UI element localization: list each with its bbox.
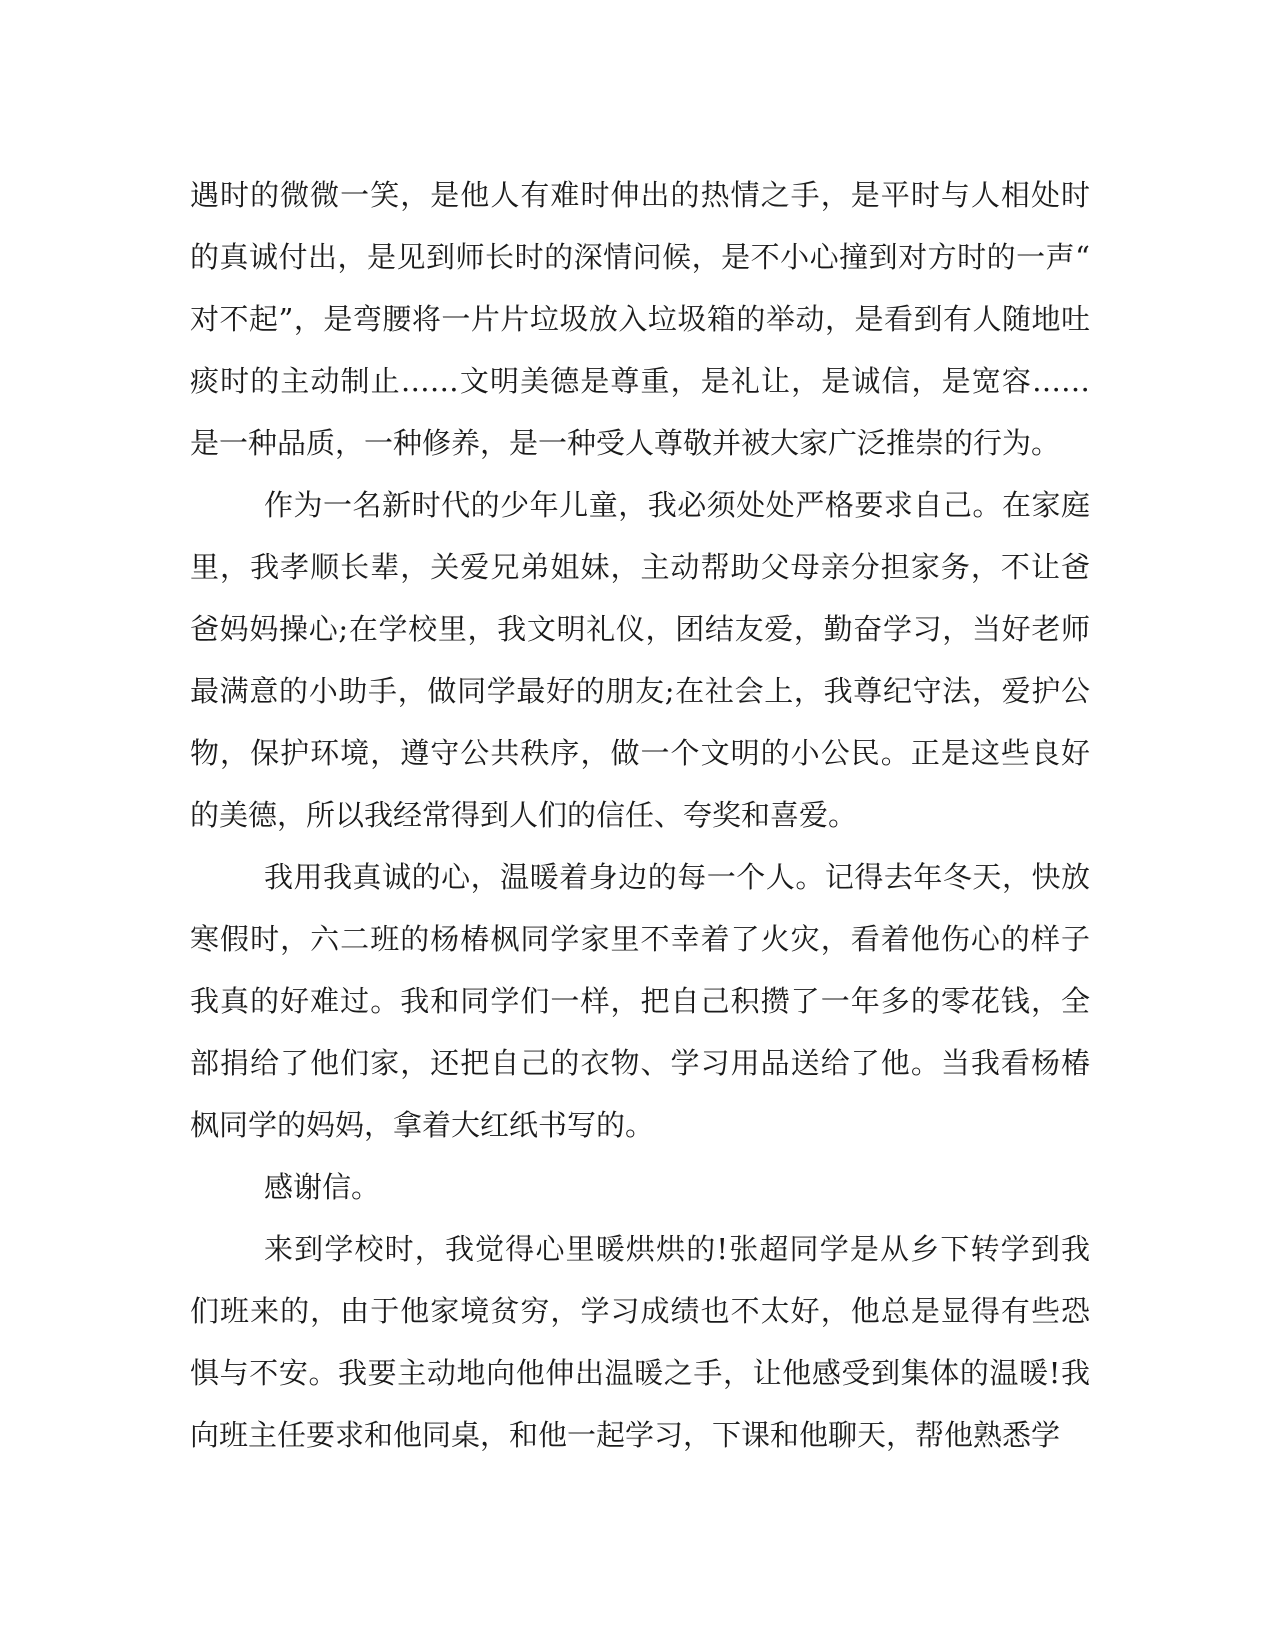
paragraph-line: 里，我孝顺长辈，关爱兄弟姐妹，主动帮助父母亲分担家务，不让爸 xyxy=(190,550,1090,584)
paragraph-line: 对不起”，是弯腰将一片片垃圾放入垃圾箱的举动，是看到有人随地吐 xyxy=(190,302,1090,336)
paragraph-line: 痰时的主动制止……文明美德是尊重，是礼让，是诚信，是宽容…… xyxy=(190,364,1090,398)
paragraph-line: 物，保护环境，遵守公共秩序，做一个文明的小公民。正是这些良好 xyxy=(190,736,1090,770)
paragraph-line: 作为一名新时代的少年儿童，我必须处处严格要求自己。在家庭 xyxy=(264,488,1090,522)
paragraph-line: 最满意的小助手，做同学最好的朋友;在社会上，我尊纪守法，爱护公 xyxy=(190,674,1090,708)
paragraph-line: 我用我真诚的心，温暖着身边的每一个人。记得去年冬天，快放 xyxy=(264,860,1090,894)
paragraph-line: 枫同学的妈妈，拿着大红纸书写的。 xyxy=(190,1108,655,1142)
paragraph-line: 的真诚付出，是见到师长时的深情问候，是不小心撞到对方时的一声“ xyxy=(190,240,1090,274)
paragraph-line: 部捐给了他们家，还把自己的衣物、学习用品送给了他。当我看杨椿 xyxy=(190,1046,1090,1080)
paragraph-line: 们班来的，由于他家境贫穷，学习成绩也不太好，他总是显得有些恐 xyxy=(190,1294,1090,1328)
paragraph-line: 寒假时，六二班的杨椿枫同学家里不幸着了火灾，看着他伤心的样子 xyxy=(190,922,1090,956)
paragraph-line: 向班主任要求和他同桌，和他一起学习，下课和他聊天，帮他熟悉学 xyxy=(190,1418,1061,1452)
paragraph xyxy=(190,1218,1090,1466)
paragraph xyxy=(190,1156,1090,1218)
paragraph-line: 的美德，所以我经常得到人们的信任、夸奖和喜爱。 xyxy=(190,798,858,832)
document-body xyxy=(190,164,1090,1466)
paragraph xyxy=(190,164,1090,474)
paragraph-line: 爸妈妈操心;在学校里，我文明礼仪，团结友爱，勤奋学习，当好老师 xyxy=(190,612,1090,646)
paragraph xyxy=(190,474,1090,846)
paragraph-line: 惧与不安。我要主动地向他伸出温暖之手，让他感受到集体的温暖!我 xyxy=(190,1356,1090,1390)
paragraph xyxy=(190,846,1090,1156)
paragraph-line: 感谢信。 xyxy=(264,1170,381,1204)
paragraph-line: 遇时的微微一笑，是他人有难时伸出的热情之手，是平时与人相处时 xyxy=(190,178,1090,212)
paragraph-line: 是一种品质，一种修养，是一种受人尊敬并被大家广泛推崇的行为。 xyxy=(190,426,1061,460)
paragraph-line: 我真的好难过。我和同学们一样，把自己积攒了一年多的零花钱，全 xyxy=(190,984,1090,1018)
paragraph-line: 来到学校时，我觉得心里暖烘烘的!张超同学是从乡下转学到我 xyxy=(264,1232,1090,1266)
